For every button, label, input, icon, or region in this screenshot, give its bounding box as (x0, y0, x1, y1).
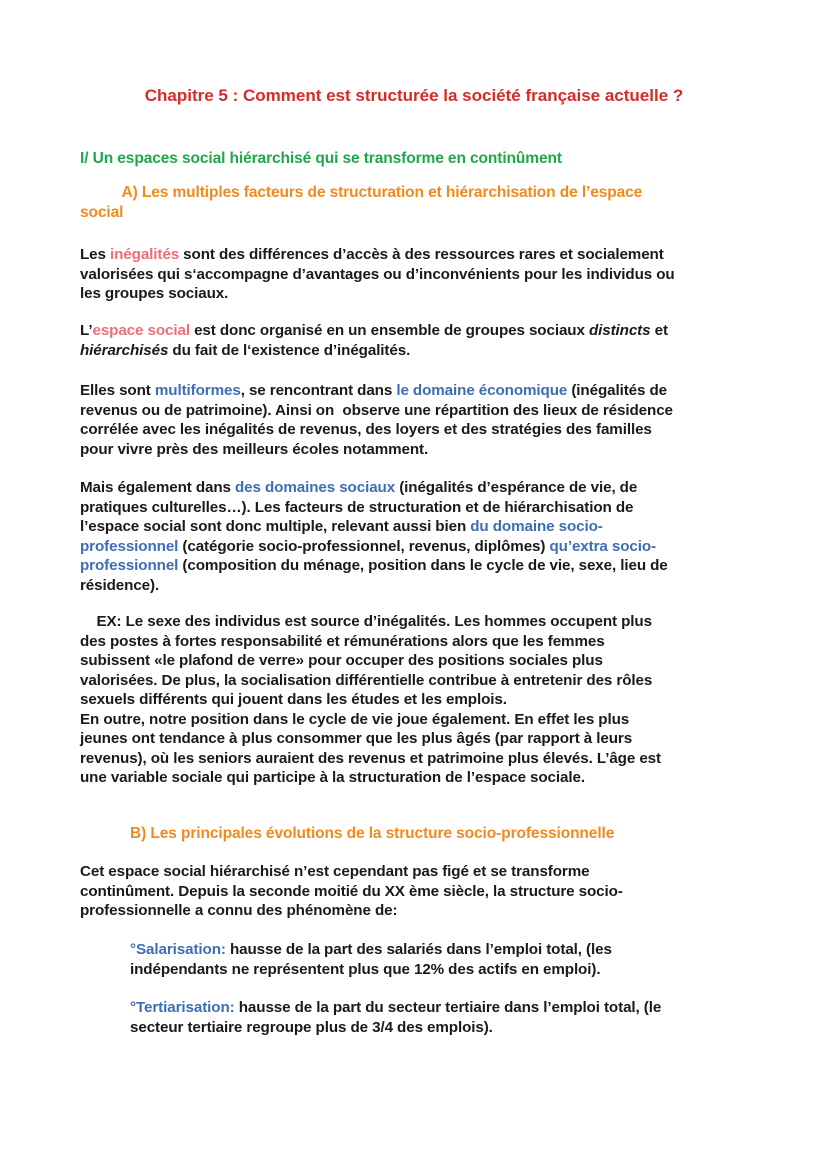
section-heading-1: I/ Un espaces social hiérarchisé qui se transforme en continûment (80, 150, 562, 167)
text-run: (catégorie socio-professionnel, revenus, diplômes) (178, 537, 550, 555)
text-run: hausse de la part des salariés dans l’emploi total, (les indépendants ne représentent plus que 12% des actifs en emploi). (130, 941, 612, 978)
highlighted-term: °Tertiarisation: (130, 999, 235, 1016)
highlighted-term: qu’extra socio- professionnel (80, 537, 657, 574)
highlighted-term: du domaine socio- professionnel (80, 518, 603, 555)
text-run: (inégalités de revenus ou de patrimoine). Ainsi on observe une répartition des lieux de résidence corrélée avec les inégalités de revenus, des loyers et des stratégies des familles pour vivre près des meilleurs écoles notamment. (80, 382, 673, 458)
paragraph-evolutions (80, 862, 623, 921)
text-run: Les (80, 246, 110, 263)
list-item-tertiarisation (130, 998, 661, 1037)
text-run: , se rencontrant dans (240, 382, 397, 399)
text-run: hausse de la part du secteur tertiaire dans l’emploi total, (le secteur tertiaire regroupe plus de 3/4 des emplois). (130, 999, 662, 1036)
subsection-heading-a: A) Les multiples facteurs de structuration et hiérarchisation de l’espace social (80, 184, 643, 221)
paragraph-inegalites (80, 245, 675, 304)
paragraph-multiformes (80, 381, 673, 459)
italic-text: distincts (588, 322, 651, 339)
highlighted-term: inégalités (110, 246, 180, 263)
highlighted-term: le domaine économique (396, 382, 568, 399)
text-run: L’ (80, 322, 93, 339)
text-run: sont des différences d’accès à des ressources rares et socialement valorisées qui s‘accompagne d’avantages ou d’inconvénients pour les individus ou les groupes sociaux. (80, 246, 675, 302)
paragraph-domaines-sociaux (80, 478, 668, 595)
text-run: EX: Le sexe des individus est source d’inégalités. Les hommes occupent plus des postes à fortes responsabilité et rémunérations alors que les femmes subissent «le plafond de verre» pour occuper des positions sociales plus valorisées. De plus, la socialisation différentielle contribue à entretenir des rôles sexuels différents qui jouent dans les études et les emplois. En outre, notre position dans le cycle de vie joue également. En effet les plus jeunes ont tendance à plus consommer que les plus âgés (par rapport à leurs revenus), où les seniors auraient des revenus et patrimoine plus élevés. L’âge est une variable sociale qui participe à la structuration de l’espace sociale. (80, 613, 661, 786)
paragraph-espace-social (80, 321, 668, 360)
highlighted-term: multiformes (154, 382, 241, 399)
list-item-salarisation (130, 940, 612, 979)
text-run: est donc organisé en un ensemble de groupes sociaux (189, 322, 589, 339)
text-run: Mais également dans (80, 479, 235, 496)
text-run: Elles sont (80, 382, 155, 399)
italic-text: hiérarchisés (80, 341, 169, 359)
paragraph-example (80, 612, 661, 788)
text-run: (composition du ménage, position dans le cycle de vie, sexe, lieu de résidence). (80, 557, 668, 594)
subsection-heading-b: B) Les principales évolutions de la structure socio-professionnelle (130, 825, 615, 842)
text-run: (inégalités d’espérance de vie, de pratiques culturelles…). Les facteurs de structuration et de hiérarchisation de l’espace social sont donc multiple, relevant aussi bien (80, 479, 638, 535)
text-run: et (654, 322, 668, 339)
highlighted-term: espace social (92, 322, 190, 339)
highlighted-term: °Salarisation: (130, 941, 226, 958)
text-run: du fait de l‘existence d’inégalités. (168, 341, 411, 359)
chapter-title: Chapitre 5 : Comment est structurée la société française actuelle ? (144, 86, 684, 105)
text-run: Cet espace social hiérarchisé n’est cependant pas figé et se transforme continûment. Depuis la seconde moitié du XX ème siècle, la structure socio- professionnelle a connu des phénomène de: (80, 863, 623, 919)
highlighted-term: des domaines sociaux (235, 479, 396, 496)
